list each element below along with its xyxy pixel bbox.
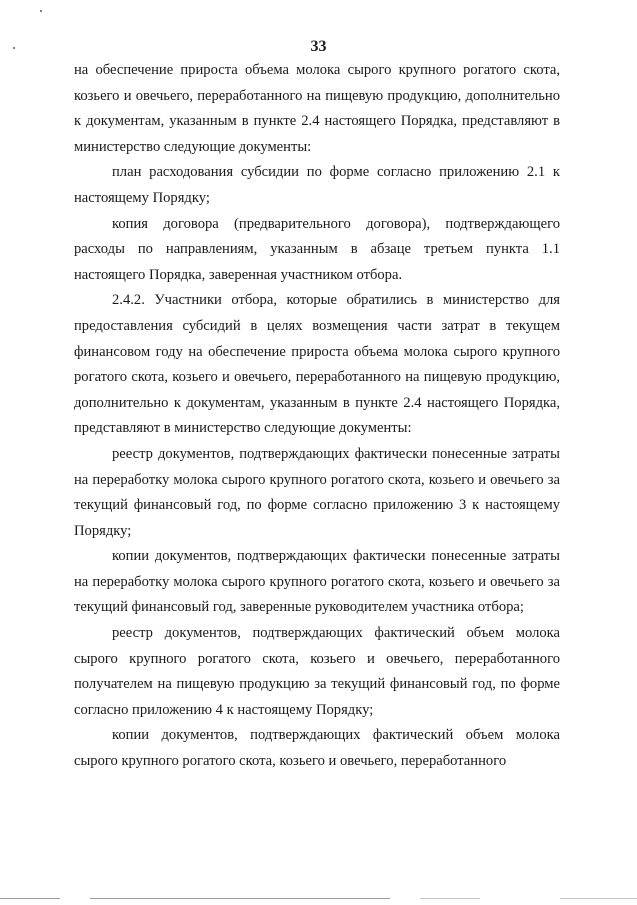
paragraph-clause-2-4-2: 2.4.2. Участники отбора, которые обратились в министерство для предоставления субсидий в целях возмещения части затрат в текущем финансовом году на обеспечение прироста объема молока сырого крупного рогатого скота, козьего и овечьего, переработанного на пищевую продукцию, дополнительно к документам, указанным в пункте 2.4 настоящего Порядка, представляют в министерство следующие документы: bbox=[74, 292, 560, 437]
scan-edge-line bbox=[0, 898, 60, 899]
paragraph-volume-copies: копии документов, подтверждающих фактический объем молока сырого крупного рогатого скота, козьего и овечьего, переработанного bbox=[74, 727, 560, 770]
scan-edge-line bbox=[420, 898, 480, 899]
scan-speck bbox=[40, 10, 42, 12]
page-number: 33 bbox=[310, 38, 327, 55]
paragraph-spending-plan: план расходования субсидии по форме согласно приложению 2.1 к настоящему Порядку; bbox=[74, 164, 560, 206]
paragraph-costs-registry: реестр документов, подтверждающих фактически понесенные затраты на переработку молока сырого крупного рогатого скота, козьего и овечьего за текущий финансовый год, по форме согласно приложению 3 к настоящему Порядку; bbox=[74, 445, 560, 539]
scan-edge-line bbox=[560, 898, 637, 899]
scan-edge-line bbox=[90, 898, 390, 899]
paragraph-contract-copy: копия договора (предварительного договора), подтверждающего расходы по направлениям, указанным в абзаце третьем пункта 1.1 настоящего Порядка, заверенная участником отбора. bbox=[74, 215, 560, 283]
paragraph-continuation: на обеспечение прироста объема молока сырого крупного рогатого скота, козьего и овечьего, переработанного на пищевую продукцию, дополнительно к документам, указанным в пункте 2.4 настоящего Порядка, представляют в министерство следующие документы: bbox=[74, 62, 560, 155]
paragraph-volume-registry: реестр документов, подтверждающих фактический объем молока сырого крупного рогатого скота, козьего и овечьего, переработанного получателем на пищевую продукцию за текущий финансовый год, по форме согласно приложению 4 к настоящему Порядку; bbox=[74, 625, 560, 718]
document-body bbox=[74, 58, 560, 775]
paragraph-costs-copies: копии документов, подтверждающих фактически понесенные затраты на переработку молока сырого крупного рогатого скота, козьего и овечьего за текущий финансовый год, заверенные руководителем участника отбора; bbox=[74, 548, 560, 616]
